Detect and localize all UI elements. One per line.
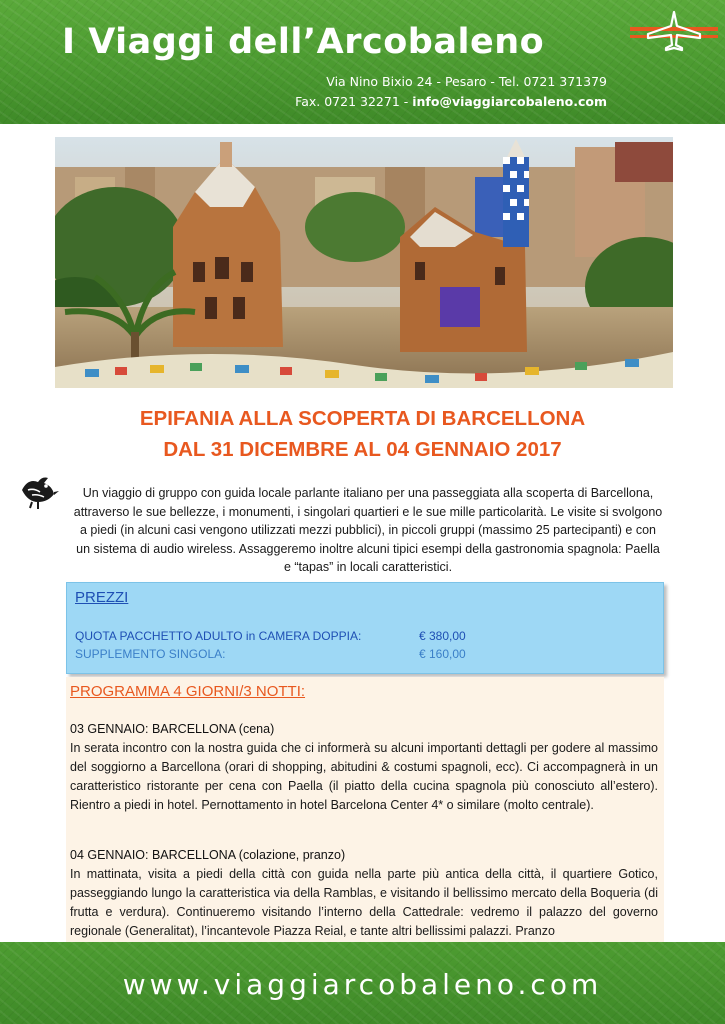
fax-email-line [295,92,607,112]
email-link[interactable]: info@viaggiarcobaleno.com [412,94,607,109]
price-row-single-supplement [75,647,466,661]
address-line: Via Nino Bixio 24 - Pesaro - Tel. 0721 371379 [326,74,607,89]
bird-decoration-icon [18,470,60,512]
day-1-heading: 03 GENNAIO: BARCELLONA (cena) [70,722,275,736]
program-box [66,677,664,953]
day-2-description: In mattinata, visita a piedi della città con guida nella parte più antica della città, il quartiere Gotico, passeggiando lungo la caratteristica via della Ramblas, e visitando il bellissimo mercato della Boqueria (di frutta e verdura). Continueremo visitando l’interno della Cattedrale: vedremo il palazzo del governo regionale (Generalitat), l’incantevole Piazza Reial, e tante altri bellissimi palazzi. Pranzo [70,867,658,938]
title-line-1: EPIFANIA ALLA SCOPERTA DI BARCELLONA [139,407,586,430]
day-1-description: In serata incontro con la nostra guida che ci informerà su alcuni importanti dettagli per godere al massimo del soggiorno a Barcellona (orari di shopping, abitudini & costumi spagnoli, ecc). Ci accompagnerà in un caratteristico ristorante per cena con Paella (il piatto della cucina spagnola più conosciuto all’estero). Rientro a piedi in hotel. Pernottamento in hotel Barcelona Center 4* o similare (molto centrale). [70,741,658,812]
website-url[interactable]: www.viaggiarcobaleno.com [122,968,603,1001]
price-label: QUOTA PACCHETTO ADULTO in CAMERA DOPPIA: [75,629,362,643]
prices-box [66,582,664,674]
program-heading: PROGRAMMA 4 GIORNI/3 NOTTI: [70,683,306,700]
hero-photo [55,137,673,388]
price-row-double-room [75,629,466,643]
fax-label: Fax. 0721 32271 - [295,94,413,109]
prices-heading: PREZZI [75,589,129,606]
contact-info [295,72,607,112]
park-guell-illustration [55,137,673,388]
trip-title [0,403,725,465]
header-banner [0,0,725,124]
intro-paragraph: Un viaggio di gruppo con guida locale parlante italiano per una passeggiata alla scoperta di Barcellona, attraverso le sue bellezze, i monumenti, i singolari quartieri e le sue mille particolarità. Le visite si svolgono a piedi (in alcuni casi vengono utilizzati mezzi pubblici), in piccoli gruppi (massimo 25 partecipanti) e con un sistema di audio wireless. Assaggeremo inoltre alcuni tipici esempi della gastronomia spagnola: Paella e “tapas” in locali caratteristici. [73,486,663,574]
price-label: SUPPLEMENTO SINGOLA: [75,647,226,661]
price-value: € 380,00 [419,629,466,643]
brand-name: I Viaggi dell’Arcobaleno [62,22,545,62]
footer-banner [0,942,725,1024]
price-value: € 160,00 [419,647,466,661]
day-2-heading: 04 GENNAIO: BARCELLONA (colazione, pranzo) [70,848,346,862]
airplane-logo-icon [630,8,718,52]
title-line-2: DAL 31 DICEMBRE AL 04 GENNAIO 2017 [163,438,562,461]
